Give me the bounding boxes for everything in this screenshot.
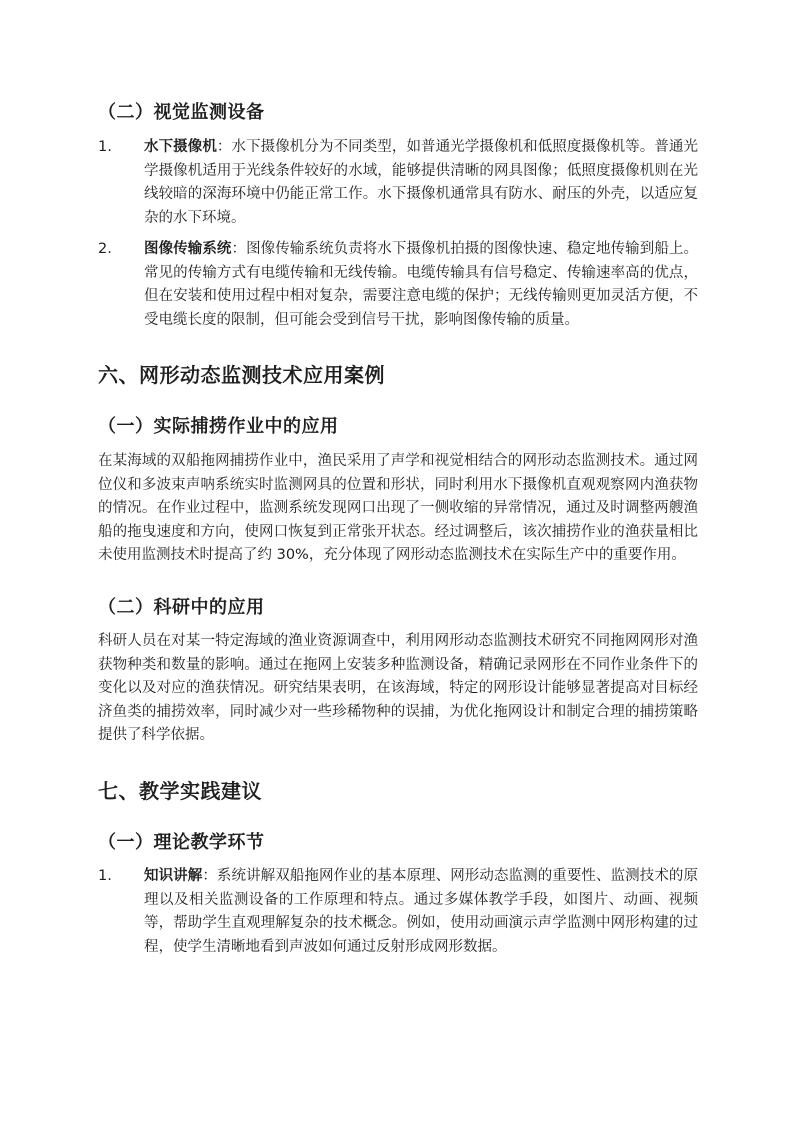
list-item-term: 图像传输系统 bbox=[144, 241, 232, 257]
paragraph-research: 科研人员在对某一特定海域的渔业资源调查中，利用网形动态监测技术研究不同拖网网形对渔获物种类和数量的影响。通过在拖网上安装多种监测设备，精确记录网形在不同作业条件下的变化以及对应的渔获情况。研究结果表明，在该海域，特定的网形设计能够显著提高对目标经济鱼类的捕捞效率，同时减少对一些珍稀物种的误捕，为优化拖网设计和制定合理的捕捞策略提供了科学依据。 bbox=[98, 633, 698, 743]
paragraph-practical-fishing: 在某海域的双船拖网捕捞作业中，渔民采用了声学和视觉相结合的网形动态监测技术。通过网位仪和多波束声呐系统实时监测网具的位置和形状，同时利用水下摄像机直观观察网内渔获物的情况。在作业过程中，监测系统发现网口出现了一侧收缩的异常情况，通过及时调整两艘渔船的拖曳速度和方向，使网口恢复到正常张开状态。经过调整后，该次捕捞作业的渔获量相比未使用监测技术时提高了约 30%，充分体现了网形动态监测技术在实际生产中的重要作用。 bbox=[98, 453, 698, 563]
list-item-term: 知识讲解 bbox=[144, 868, 203, 884]
list-item-text: 图像传输系统：图像传输系统负责将水下摄像机拍摄的图像快速、稳定地传输到船上。常见的传输方式有电缆传输和无线传输。电缆传输具有信号稳定、传输速率高的优点，但在安装和使用过程中相对复杂，需要注意电缆的保护；无线传输则更加灵活方便，不受电缆长度的限制，但可能会受到信号干扰，影响图像传输的质量。 bbox=[144, 241, 699, 328]
list-number: 1. bbox=[98, 868, 112, 884]
section-heading-theory-teaching: （一）理论教学环节 bbox=[98, 832, 265, 853]
list-number: 1. bbox=[98, 139, 112, 155]
list-item-text: 知识讲解：系统讲解双船拖网作业的基本原理、网形动态监测的重要性、监测技术的原理以及相关监测设备的工作原理和特点。通过多媒体教学手段，如图片、动画、视频等，帮助学生直观理解复杂的技术概念。例如，使用动画演示声学监测中网形构建的过程，使学生清晰地看到声波如何通过反射形成网形数据。 bbox=[144, 868, 699, 955]
list-item-term: 水下摄像机 bbox=[144, 139, 217, 155]
section-heading-visual-equipment: （二）视觉监测设备 bbox=[98, 102, 265, 123]
list-number: 2. bbox=[98, 241, 112, 257]
chapter-heading-teaching-suggestions: 七、教学实践建议 bbox=[98, 779, 262, 803]
section-heading-practical-fishing: （一）实际捕捞作业中的应用 bbox=[98, 416, 339, 437]
section-heading-research: （二）科研中的应用 bbox=[98, 597, 265, 618]
list-item-text: 水下摄像机：水下摄像机分为不同类型，如普通光学摄像机和低照度摄像机等。普通光学摄像机适用于光线条件较好的水域，能够提供清晰的网具图像；低照度摄像机则在光线较暗的深海环境中仍能正常工作。水下摄像机通常具有防水、耐压的外壳，以适应复杂的水下环境。 bbox=[144, 139, 698, 226]
chapter-heading-application-cases: 六、网形动态监测技术应用案例 bbox=[98, 363, 385, 387]
